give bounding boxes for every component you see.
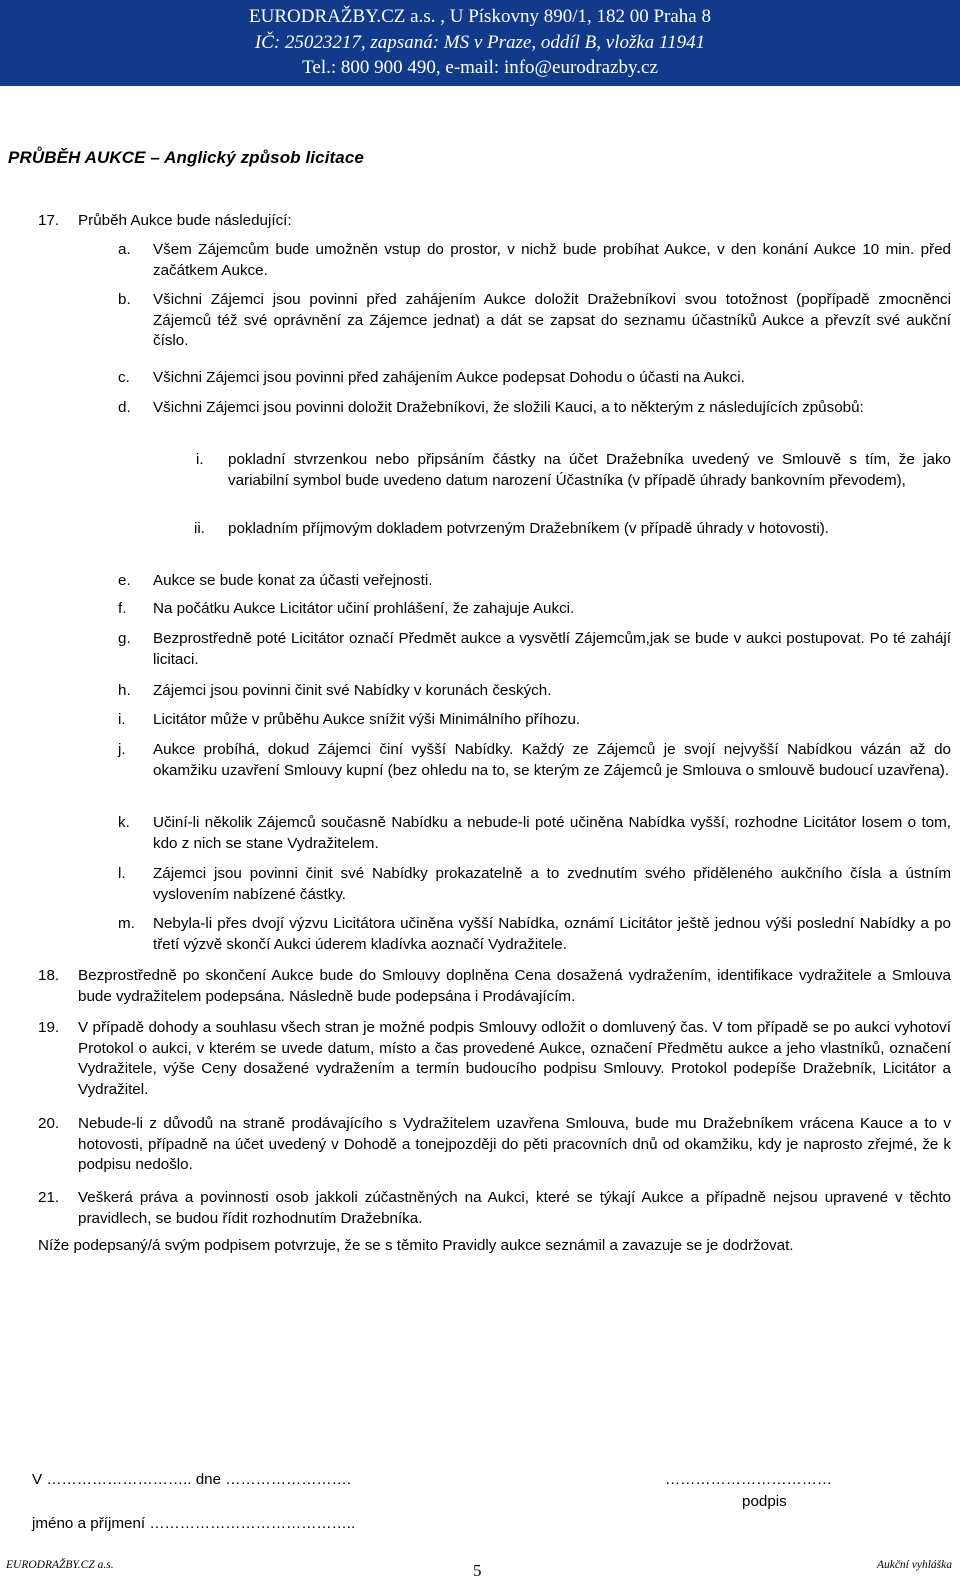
item-c-text: Všichni Zájemci jsou povinni před zahájením Aukce podepsat Dohodu o účasti na Aukci. — [153, 369, 745, 386]
item-f-text: Na počátku Aukce Licitátor učiní prohlášení, že zahajuje Aukci. — [153, 600, 575, 617]
item-d-i-label: i. — [196, 451, 204, 468]
item-19-number: 19. — [38, 1019, 60, 1036]
item-20-text: Nebude-li z důvodů na straně prodávajícího s Vydražitelem uzavřena Smlouva, bude mu Dražebníkem vrácena Kauce a to v hotovosti, případně na účet uvedený v Dohodě a tonejpozději do pěti pracovních dnů od okamžiku, kdy je naprosto zřejmé, že k podpisu nedošlo. — [78, 1115, 951, 1173]
item-d-ii-text: pokladním příjmovým dokladem potvrzeným Dražebníkem (v případě úhrady v hotovosti). — [228, 520, 830, 537]
item-c-label: c. — [118, 369, 130, 386]
item-j-label: j. — [118, 741, 126, 758]
item-d-text: Všichni Zájemci jsou povinni doložit Dražebníkovi, že složili Kauci, a to některým z následujících způsobů: — [153, 399, 864, 416]
item-i-label: i. — [118, 711, 126, 728]
item-18-text: Bezprostředně po skončení Aukce bude do Smlouvy doplněna Cena dosažená vydražením, identifikace vydražitele a Smlouva bude vydražitelem podepsána. Následně bude podepsána i Prodávajícím. — [78, 967, 951, 1005]
item-e-label: e. — [118, 572, 131, 589]
item-a-text: Všem Zájemcům bude umožněn vstup do prostor, v nichž bude probíhat Aukce, v den konání Aukce 10 min. před začátkem Aukce. — [153, 241, 951, 279]
header-line-address: EURODRAŽBY.CZ a.s. , U Pískovny 890/1, 182 00 Praha 8 — [249, 6, 711, 27]
item-a-label: a. — [118, 241, 131, 258]
item-m-text: Nebyla-li přes dvojí výzvu Licitátora učiněna vyšší Nabídka, oznámí Licitátor ještě jednou výši poslední Nabídky a po třetí výzvě skončí Aukci úderem kladívka aoznačí Vydražitele. — [153, 915, 951, 953]
signature-caption: podpis — [742, 1493, 787, 1510]
item-m-label: m. — [118, 915, 135, 932]
item-d-i-text: pokladní stvrzenkou nebo připsáním částky na účet Dražebníka uvedený ve Smlouvě s tím, že jako variabilní symbol bude uvedeno datum narození Účastníka (v případě úhrady bankovním převodem), — [228, 451, 951, 489]
item-e-text: Aukce se bude konat za účasti veřejnosti. — [153, 572, 433, 589]
header-line-registration: IČ: 25023217, zapsaná: MS v Praze, oddíl B, vložka 11941 — [254, 31, 706, 53]
item-g-text: Bezprostředně poté Licitátor označí Předmět aukce a vysvětlí Zájemcům,jak se bude v aukci postupovat. Po té zahájí licitaci. — [153, 630, 951, 668]
header-line-contact: Tel.: 800 900 490, e-mail: info@eurodrazby.cz — [302, 57, 658, 78]
item-k-label: k. — [118, 814, 130, 831]
footer-company: EURODRAŽBY.CZ a.s. — [6, 1559, 114, 1571]
item-l-label: l. — [118, 865, 126, 882]
item-21-text: Veškerá práva a povinnosti osob jakkoli zúčastněných na Aukci, které se týkají Aukce a případně nejsou upravené v těchto pravidlech, se budou řídit rozhodnutím Dražebníka. — [78, 1189, 951, 1227]
company-header — [0, 0, 960, 86]
name-line: jméno a příjmení ………………………………….. — [32, 1515, 356, 1532]
item-20-number: 20. — [38, 1115, 60, 1132]
place-and-date-line: V ……………………….. dne ……………………. — [32, 1471, 351, 1488]
item-k-text: Učiní-li několik Zájemců současně Nabídku a nebude-li poté učiněna Nabídka vyšší, rozhodne Licitátor losem o tom, kdo z nich se stane Vydražitelem. — [153, 814, 951, 852]
item-i-text: Licitátor může v průběhu Aukce snížit výši Minimálního příhozu. — [153, 711, 581, 728]
item-h-label: h. — [118, 682, 131, 699]
item-l-text: Zájemci jsou povinni činit své Nabídky prokazatelně a to zvednutím svého přiděleného aukčního čísla a ústním vyslovením nabízené částky. — [153, 865, 951, 903]
signature-line: …………………………… — [665, 1471, 833, 1488]
item-b-label: b. — [118, 291, 131, 308]
item-g-label: g. — [118, 630, 131, 647]
item-17-text: Průběh Aukce bude následující: — [78, 212, 292, 229]
item-17-number: 17. — [38, 212, 60, 229]
item-19-text: V případě dohody a souhlasu všech stran je možné podpis Smlouvy odložit o domluvený čas. V tom případě se po aukci vyhotoví Protokol o aukci, v kterém se uvede datum, místo a čas provedené Aukce, označení Předmětu aukce a jeho vlastníků, označení Vydražitele, výše Ceny dosažené vydražením a termín budoucího podpisu Smlouvy. Protokol podepíše Dražebník, Licitátor a Vydražitel. — [78, 1019, 951, 1098]
footer-document-name: Aukční vyhláška — [876, 1559, 952, 1571]
page-number: 5 — [473, 1561, 482, 1580]
item-f-label: f. — [118, 600, 127, 617]
item-d-ii-label: ii. — [194, 520, 205, 537]
item-21-number: 21. — [38, 1189, 60, 1206]
item-b-text: Všichni Zájemci jsou povinni před zahájením Aukce doložit Dražebníkovi svou totožnost (popřípadě zmocněnci Zájemců též své oprávnění za Zájemce jednat) a dát se zapsat do seznamu účastníků Aukce a převzít své aukční číslo. — [153, 291, 951, 349]
page-title: PRŮBĚH AUKCE – Anglický způsob licitace — [8, 148, 364, 167]
item-h-text: Zájemci jsou povinni činit své Nabídky v korunách českých. — [153, 682, 552, 699]
item-18-number: 18. — [38, 967, 60, 984]
closing-statement: Níže podepsaný/á svým podpisem potvrzuje, že se s těmito Pravidly aukce seznámil a zavazuje se je dodržovat. — [38, 1237, 794, 1254]
item-j-text: Aukce probíhá, dokud Zájemci činí vyšší Nabídky. Každý ze Zájemců je svojí nejvyšší Nabídkou vázán až do okamžiku uzavření Smlouvy kupní (bez ohledu na to, se kterým ze Zájemců je Smlouva o smlouvě budoucí uzavřena). — [153, 741, 951, 779]
item-d-label: d. — [118, 399, 131, 416]
